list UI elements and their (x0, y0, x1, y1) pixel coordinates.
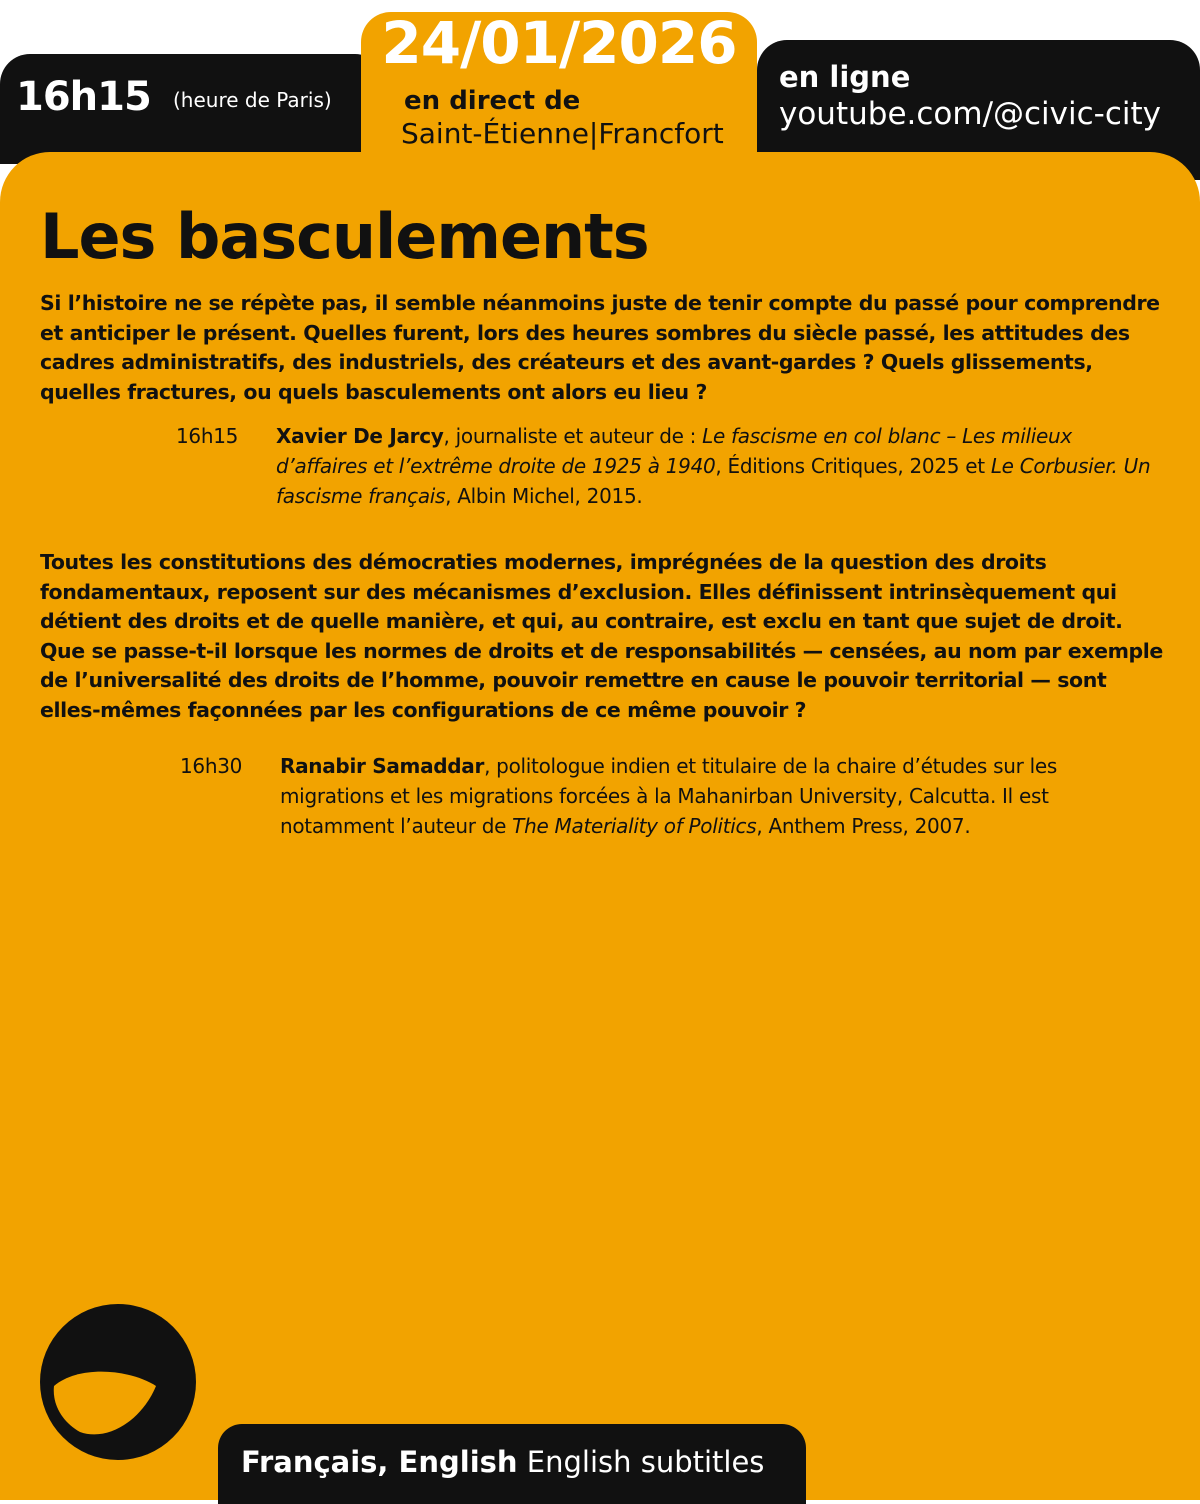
language-info (241, 1445, 764, 1479)
talk-description (276, 421, 1166, 511)
event-time: 16h15 (16, 74, 151, 120)
book-title: Le Corbusier. Un fascisme français (276, 454, 1151, 508)
page-title: Les basculements (40, 200, 649, 273)
subtitles-label: English subtitles (517, 1445, 765, 1479)
speaker-name: Xavier De Jarcy (276, 424, 444, 448)
live-label: en direct de (404, 86, 581, 116)
intro-paragraph-1: Si l’histoire ne se répète pas, il semble néanmoins juste de tenir compte du passé pour comprendre et anticiper le présent. Quelles furent, lors des heures sombres du siècle passé, les attitudes des cadres administratifs, des industriels, des créateurs et des avant-gardes ? Quels glissements, quelles fractures, ou quels basculements ont alors eu lieu ? (40, 291, 1160, 404)
time-zone-note: (heure de Paris) (173, 88, 332, 112)
talk-entry-1 (176, 421, 1166, 521)
event-date: 24/01/2026 (381, 9, 737, 77)
intro-paragraph-2: Toutes les constitutions des démocraties modernes, imprégnées de la question des droits fondamentaux, reposent sur des mécanismes d’exclusion. Elles définissent intrinsèquement qui détient des droits et de quelle manière, et qui, au contraire, est exclu en tant que sujet de droit. Que se passe-t-il lorsque les normes de droits et de responsabilités — censées, au nom par exemple de l’universalité des droits de l’homme, pouvoir remettre en cause le pouvoir territorial — sont elles-mêmes façonnées par les configurations de ce même pouvoir ? (40, 550, 1163, 722)
talk-text: , politologue indien et titulaire de la chaire d’études sur les migrations et les migrations forcées à la Mahanirban University, Calcutta. Il est notamment l’auteur de (280, 754, 1057, 838)
book-title: Le fascisme en col blanc – Les milieux d’affaires et l’extrême droite de 1925 à 1940 (276, 424, 1072, 478)
half-moon-logo-icon (40, 1304, 196, 1460)
talk-text: , Anthem Press, 2007. (756, 814, 971, 838)
book-title: The Materiality of Politics (512, 814, 757, 838)
talk-description (280, 751, 1160, 841)
talk-entry-2 (180, 751, 1160, 851)
online-label: en ligne (779, 60, 911, 94)
talk-text: , Éditions Critiques, 2025 et (715, 454, 991, 478)
speaker-name: Ranabir Samaddar (280, 754, 485, 778)
talk-text: , Albin Michel, 2015. (445, 484, 643, 508)
languages-label: Français, English (241, 1445, 518, 1479)
online-url-link[interactable]: youtube.com/@civic-city (779, 96, 1162, 132)
talk-text: , journaliste et auteur de : (443, 424, 703, 448)
talk-time: 16h30 (180, 754, 243, 778)
live-cities: Saint-Étienne|Francfort (401, 117, 724, 150)
talk-time: 16h15 (176, 424, 239, 448)
